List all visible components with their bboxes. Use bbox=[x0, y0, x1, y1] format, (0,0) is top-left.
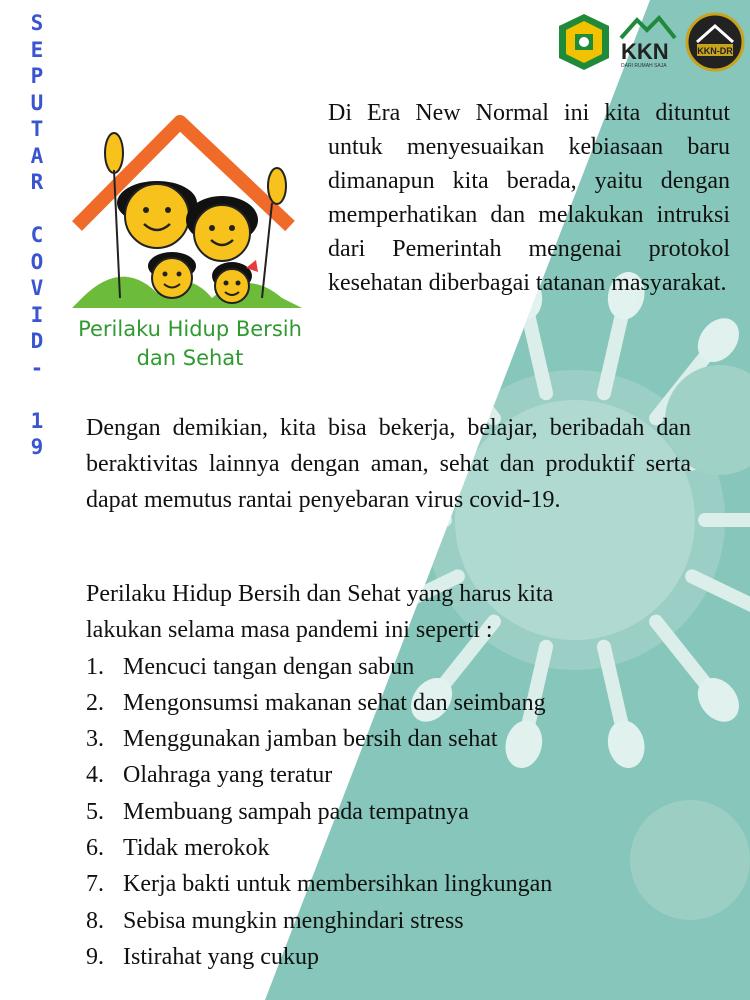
list-item-number: 2. bbox=[86, 689, 104, 716]
title-letter: P bbox=[30, 64, 44, 88]
second-paragraph: Dengan demikian, kita bisa bekerja, belajar, beribadah dan beraktivitas lainnya dengan aman, sehat dan produktif serta dapat memutus rantai penyebaran virus covid-19. bbox=[86, 415, 691, 513]
kkn-logo bbox=[617, 12, 679, 72]
title-letter: S bbox=[30, 11, 44, 35]
phbs-caption bbox=[62, 315, 318, 373]
list-item bbox=[86, 721, 706, 757]
phbs-caption-line2: dan Sehat bbox=[136, 346, 244, 370]
list-item-number: 3. bbox=[86, 726, 104, 753]
list-item-text: Olahraga yang teratur bbox=[123, 762, 333, 789]
list-item bbox=[86, 866, 706, 902]
list-item-number: 8. bbox=[86, 907, 104, 934]
title-letter: - bbox=[30, 355, 44, 380]
list-item bbox=[86, 903, 706, 939]
title-letter: C bbox=[30, 223, 44, 247]
intro-paragraph: Di Era New Normal ini kita dituntut untuk menyesuaikan kebiasaan baru dimanapun kita berada, yaitu dengan memperhatikan dan melakukan intruksi dari Pemerintah mengenai protokol kesehatan diberbagai tatanan masyarakat. bbox=[328, 100, 730, 296]
list-intro-line2: lakukan selama masa pandemi ini seperti : bbox=[86, 617, 493, 644]
title-letter: I bbox=[30, 302, 44, 327]
title-letter: V bbox=[30, 276, 44, 300]
list-item-text: Kerja bakti untuk membersihkan lingkungan bbox=[123, 871, 553, 898]
list-item-text: Menggunakan jamban bersih dan sehat bbox=[123, 726, 498, 753]
list-item-text: Tidak merokok bbox=[123, 835, 270, 862]
title-letter: 1 bbox=[30, 408, 44, 433]
list-item-text: Istirahat yang cukup bbox=[123, 943, 319, 970]
kkn-dr-label: KKN-DR bbox=[697, 46, 733, 56]
list-item bbox=[86, 757, 706, 793]
list-item-text: Mencuci tangan dengan sabun bbox=[123, 653, 415, 680]
list-item-text: Membuang sampah pada tempatnya bbox=[123, 798, 469, 825]
university-logo bbox=[555, 12, 613, 72]
title-letter: 9 bbox=[30, 435, 44, 459]
title-letter: E bbox=[30, 37, 44, 62]
title-letter: T bbox=[30, 117, 44, 141]
virus-spike-tip bbox=[403, 310, 461, 370]
list-item bbox=[86, 649, 706, 685]
logo-group bbox=[555, 12, 745, 74]
list-item-number: 7. bbox=[86, 871, 104, 898]
list-item bbox=[86, 685, 706, 721]
title-letter: A bbox=[30, 143, 44, 168]
phbs-list bbox=[86, 649, 706, 976]
father-face bbox=[117, 181, 197, 248]
list-item-text: Sebisa mungkin menghindari stress bbox=[123, 907, 464, 934]
list-item-number: 4. bbox=[86, 762, 104, 789]
kkn-dr-badge-logo bbox=[685, 12, 745, 72]
list-intro-line1: Perilaku Hidup Bersih dan Sehat yang harus kita bbox=[86, 581, 554, 607]
kkn-roof-icon bbox=[617, 12, 679, 42]
list-item-number: 1. bbox=[86, 653, 104, 680]
virus-spike bbox=[432, 340, 494, 418]
kkn-small-label: DARI RUMAH SAJA bbox=[621, 63, 667, 69]
kkn-label: KKN bbox=[621, 39, 669, 64]
list-item-number: 6. bbox=[86, 835, 104, 862]
list-item bbox=[86, 830, 706, 866]
title-letter: D bbox=[30, 329, 44, 353]
vertical-title-seputar-covid-19 bbox=[26, 10, 48, 461]
list-item-number: 9. bbox=[86, 943, 104, 970]
phbs-list-section bbox=[86, 576, 706, 975]
title-letter: U bbox=[30, 90, 44, 115]
phbs-caption-line1: Perilaku Hidup Bersih bbox=[78, 317, 302, 341]
title-letter: R bbox=[30, 170, 44, 194]
list-item bbox=[86, 794, 706, 830]
list-item bbox=[86, 939, 706, 975]
mother-face bbox=[186, 196, 258, 261]
list-item-number: 5. bbox=[86, 798, 104, 825]
list-item-text: Mengonsumsi makanan sehat dan seimbang bbox=[123, 689, 546, 716]
title-letter: O bbox=[30, 249, 44, 274]
